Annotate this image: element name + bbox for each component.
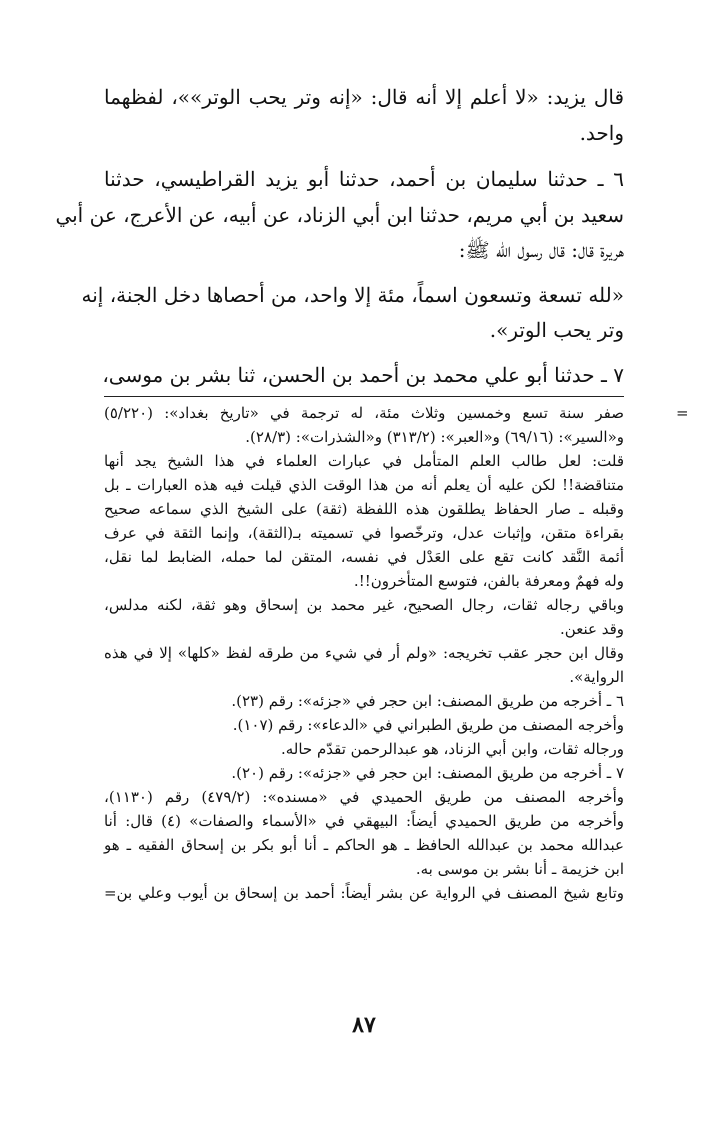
- main-line-6: «لله تسعة وتسعون اسماً، مئة إلا واحد، من أحصاها دخل الجنة، إنه: [81, 283, 624, 307]
- main-line-8: ٧ ـ حدثنا أبو علي محمد بن أحمد بن الحسن، ثنا بشر بن موسى،: [102, 363, 624, 387]
- footnote-line-3: قلت: لعل طالب العلم المتأمل في عبارات العلماء في هذا الشيخ يجد أنها: [104, 452, 624, 470]
- main-line-4: سعيد بن أبي مريم، حدثنا ابن أبي الزناد، عن أبيه، عن الأعرج، عن أبي: [55, 203, 624, 227]
- footnote-line-13: ٦ ـ أخرجه من طريق المصنف: ابن حجر في «جزئه»: رقم (٢٣).: [231, 692, 624, 710]
- footnote-line-1: صفر سنة تسع وخمسين وثلاث مئة، له ترجمة في «تاريخ بغداد»: (٥/٢٢٠): [104, 404, 624, 422]
- footnote-line-2: و«السير»: (٦٩/١٦) و«العبر»: (٣١٣/٢) و«الشذرات»: (٢٨/٣).: [245, 428, 624, 446]
- footnote-line-21: وتابع شيخ المصنف في الرواية عن بشر أيضاً: أحمد بن إسحاق بن أيوب وعلي بن=: [104, 884, 624, 902]
- footnote-line-11: وقال ابن حجر عقب تخريجه: «ولم أر في شيء من طرقه لفظ «كلها» إلا في هذه: [104, 644, 624, 662]
- main-line-2: واحد.: [579, 121, 624, 145]
- footnote-line-10: وقد عنعن.: [560, 620, 624, 638]
- footnote-line-19: عبدالله محمد بن عبدالله الحافظ ـ هو الحاكم ـ أنا أبو بكر بن إسحاق الفقيه ـ هو: [104, 836, 624, 854]
- footnote-line-15: ورجاله ثقات، وابن أبي الزناد، هو عبدالرحمن تقدّم حاله.: [280, 740, 624, 758]
- main-line-5: هريرة قال: قال رسول الله ﷺ:: [458, 238, 624, 262]
- footnote-line-18: وأخرجه من طريق الحميدي أيضاً: البيهقي في «الأسماء والصفات» (٤) قال: أنا: [104, 812, 624, 830]
- footnote-line-4: متناقضة!! لكن عليه أن يعلم أنه من هذا الوقت الذي قيلت فيه هذه العبارات ـ بل: [104, 476, 624, 494]
- main-line-3: ٦ ـ حدثنا سليمان بن أحمد، حدثنا أبو يزيد القراطيسي، حدثنا: [104, 167, 624, 191]
- page-number: ٨٧: [352, 1012, 376, 1038]
- main-line-1: قال يزيد: «لا أعلم إلا أنه قال: «إنه وتر يحب الوتر»»، لفظهما: [104, 85, 624, 109]
- footnote-line-9: وباقي رجاله ثقات، رجال الصحيح، غير محمد بن إسحاق وهو ثقة، لكنه مدلس،: [104, 596, 624, 614]
- footnote-line-12: الرواية».: [569, 668, 624, 686]
- footnote-line-20: ابن خزيمة ـ أنا بشر بن موسى به.: [415, 860, 624, 878]
- footnote-continuation-marker: =: [676, 404, 689, 422]
- footnote-line-5: وقبله ـ صار الحفاظ يطلقون هذه اللفظة (ثقة) على الشيخ الذي سماعه صحيح: [104, 500, 624, 518]
- footnote-line-6: بقراءة متقن، وإثبات عدل، وترخّصوا في تسميته بـ(الثقة)، وإنما الثقة في عرف: [104, 524, 624, 542]
- footnote-line-16: ٧ ـ أخرجه من طريق المصنف: ابن حجر في «جزئه»: رقم (٢٠).: [231, 764, 624, 782]
- footnote-line-8: وله فهمٌ ومعرفة بالفن، فتوسع المتأخرون!!.: [353, 572, 624, 590]
- footnote-divider: [104, 396, 624, 397]
- footnote-line-14: وأخرجه المصنف من طريق الطبراني في «الدعاء»: رقم (١٠٧).: [232, 716, 624, 734]
- main-line-7: وتر يحب الوتر».: [489, 318, 624, 342]
- footnote-line-17: وأخرجه المصنف من طريق الحميدي في «مسنده»: (٤٧٩/٢) رقم (١١٣٠)،: [104, 788, 624, 806]
- footnote-line-7: أئمة النَّقد كانت تقع على العَدْل في نفسه، المتقن لما حمله، الضابط لما نقل،: [104, 548, 624, 566]
